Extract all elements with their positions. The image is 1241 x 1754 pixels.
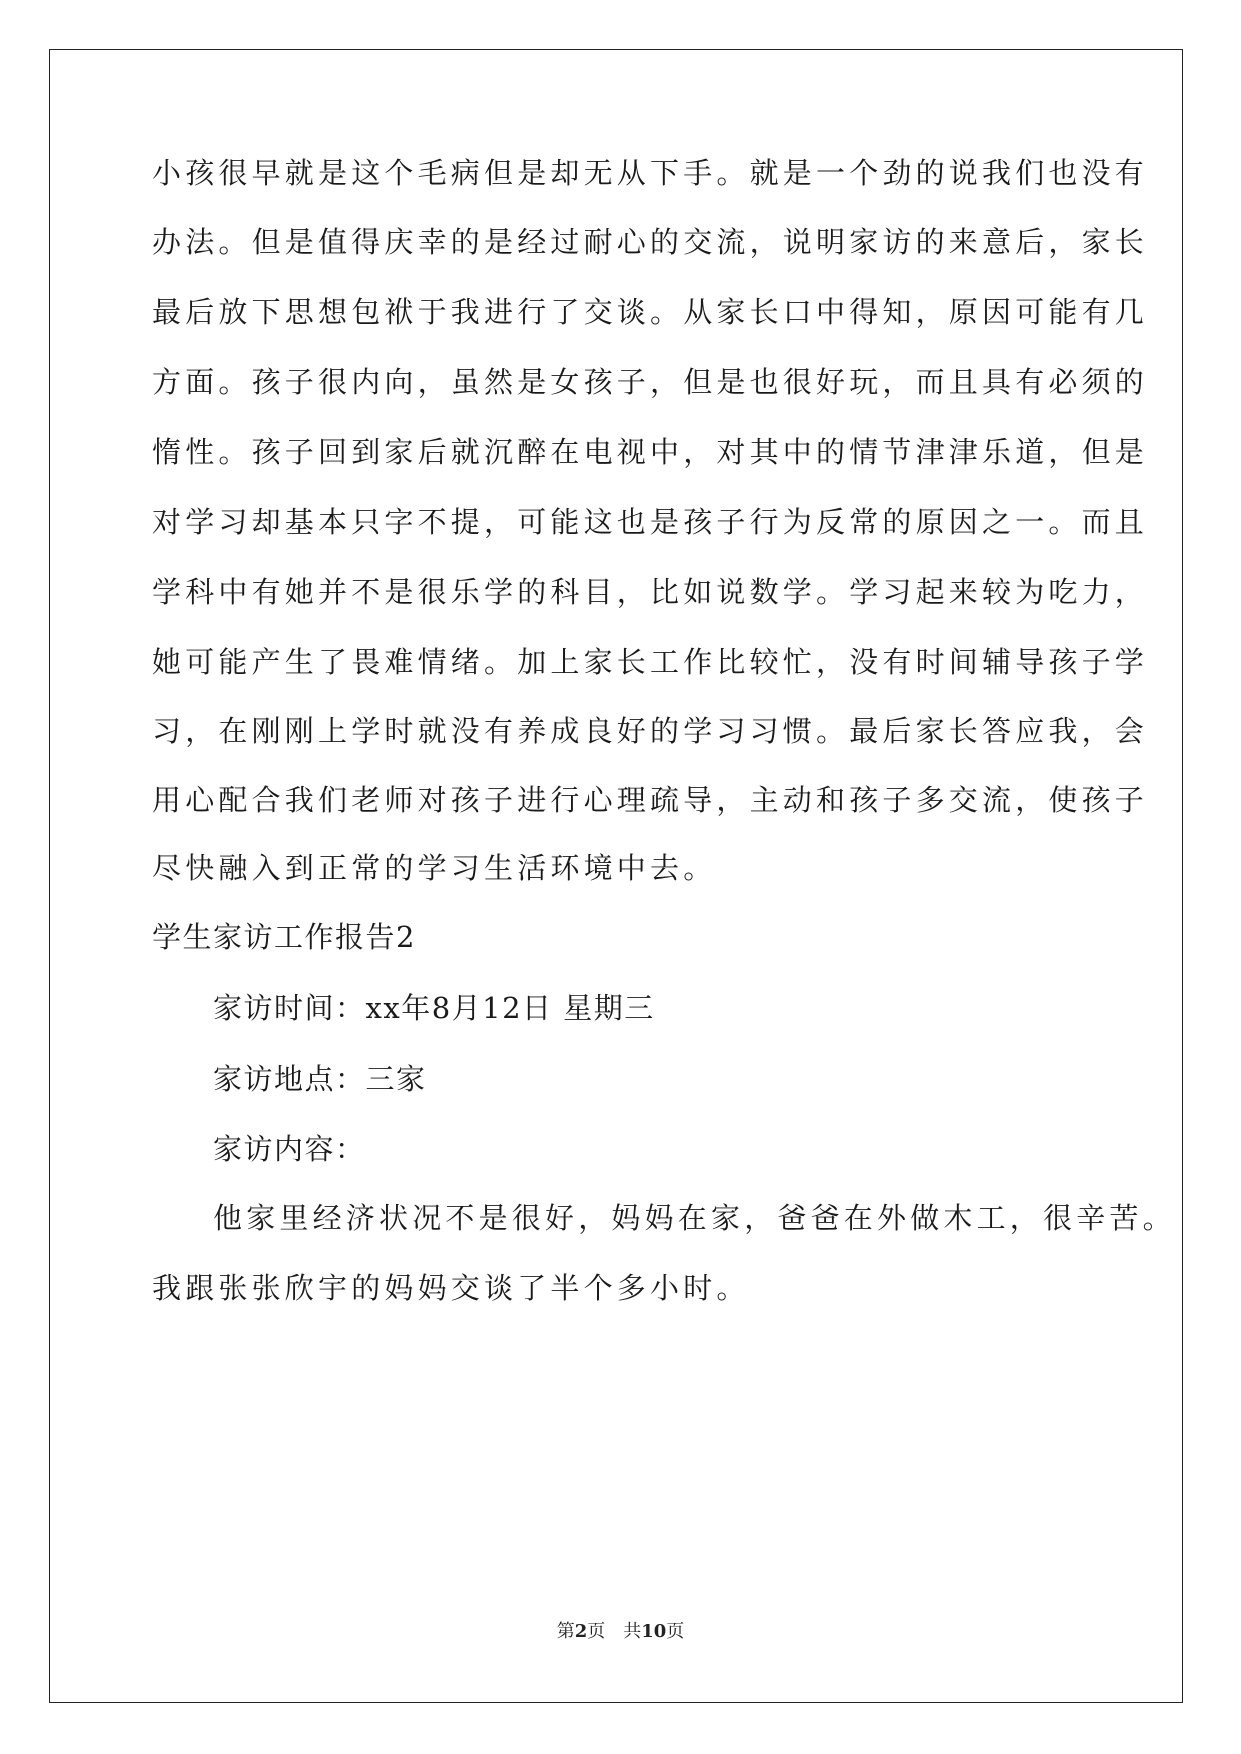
body-line: 小孩很早就是这个毛病但是却无从下手。就是一个劲的说我们也没有 <box>152 156 1149 190</box>
section-title: 学生家访工作报告2 <box>152 920 416 954</box>
body-line: 办法。但是值得庆幸的是经过耐心的交流，说明家访的来意后，家长 <box>152 225 1149 259</box>
visit-time: 家访时间：xx年8月12日 星期三 <box>213 991 655 1025</box>
body-line: 惰性。孩子回到家后就沉醉在电视中，对其中的情节津津乐道，但是 <box>152 435 1149 469</box>
body-line: 对学习却基本只字不提，可能这也是孩子行为反常的原因之一。而且 <box>152 505 1149 539</box>
footer-total-suffix: 页 <box>666 1621 685 1642</box>
footer-page-prefix: 第 <box>556 1621 575 1642</box>
body-line: 尽快融入到正常的学习生活环境中去。 <box>152 851 717 885</box>
body-line: 她可能产生了畏难情绪。加上家长工作比较忙，没有时间辅导孩子学 <box>152 645 1149 679</box>
visit-content-label: 家访内容： <box>213 1132 366 1166</box>
footer-page-suffix: 页 <box>587 1621 606 1642</box>
body-line: 最后放下思想包袱于我进行了交谈。从家长口中得知，原因可能有几 <box>152 295 1149 329</box>
body-line: 用心配合我们老师对孩子进行心理疏导，主动和孩子多交流，使孩子 <box>152 783 1149 817</box>
body-line: 方面。孩子很内向，虽然是女孩子，但是也很好玩，而且具有必须的 <box>152 365 1149 399</box>
page-footer <box>0 1620 1241 1644</box>
content-paragraph-line: 他家里经济状况不是很好，妈妈在家，爸爸在外做木工，很辛苦。 <box>213 1201 1176 1235</box>
footer-total-pages: 10 <box>641 1621 667 1642</box>
visit-place: 家访地点：三家 <box>213 1062 427 1096</box>
footer-total-prefix: 共 <box>623 1621 642 1642</box>
body-line: 学科中有她并不是很乐学的科目，比如说数学。学习起来较为吃力， <box>152 575 1149 609</box>
body-line: 习，在刚刚上学时就没有养成良好的学习习惯。最后家长答应我，会 <box>152 714 1149 748</box>
footer-page-number: 2 <box>574 1621 588 1642</box>
content-paragraph-line: 我跟张张欣宇的妈妈交谈了半个多小时。 <box>152 1271 750 1305</box>
